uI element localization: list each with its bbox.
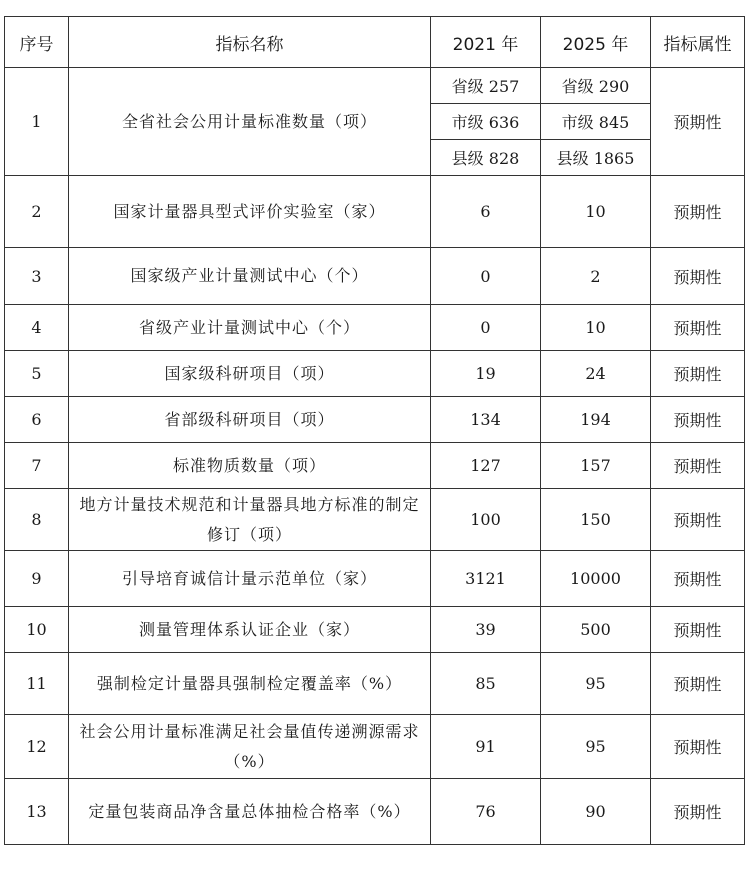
row-2021: 0 (431, 305, 541, 351)
row-name: 强制检定计量器具强制检定覆盖率（%） (69, 653, 431, 715)
row-2021: 100 (431, 489, 541, 551)
row-2025: 10 (541, 305, 651, 351)
row-attr: 预期性 (651, 68, 745, 176)
level-label: 县级 (556, 149, 589, 168)
row-no: 13 (5, 779, 69, 845)
indicator-table (4, 16, 745, 845)
row-attr: 预期性 (651, 607, 745, 653)
sub-cell-2025 (541, 68, 651, 104)
table-row (5, 489, 745, 551)
row-no: 10 (5, 607, 69, 653)
level-value: 828 (488, 149, 520, 168)
table-row (5, 305, 745, 351)
sub-cell-2021 (431, 104, 541, 140)
level-label: 县级 (451, 149, 484, 168)
row-2021: 85 (431, 653, 541, 715)
level-value: 290 (598, 77, 630, 96)
row-name: 省级产业计量测试中心（个） (69, 305, 431, 351)
sub-cell-2021 (431, 140, 541, 176)
table-row (5, 397, 745, 443)
row-name: 国家级科研项目（项） (69, 351, 431, 397)
row-no: 7 (5, 443, 69, 489)
level-label: 省级 (451, 77, 484, 96)
row-2025: 10 (541, 176, 651, 248)
table-row (5, 607, 745, 653)
row-name: 国家级产业计量测试中心（个） (69, 248, 431, 305)
row-2021: 19 (431, 351, 541, 397)
row-2025: 2 (541, 248, 651, 305)
table-row (5, 248, 745, 305)
row-attr: 预期性 (651, 305, 745, 351)
header-2021: 2021 年 (431, 17, 541, 68)
row-attr: 预期性 (651, 397, 745, 443)
row-2025: 90 (541, 779, 651, 845)
table-row (5, 779, 745, 845)
table-row (5, 176, 745, 248)
row-name: 地方计量技术规范和计量器具地方标准的制定修订（项） (69, 489, 431, 551)
row-attr: 预期性 (651, 653, 745, 715)
row-2025: 500 (541, 607, 651, 653)
sub-cell-2025 (541, 140, 651, 176)
row-2021: 91 (431, 715, 541, 779)
table-row (5, 443, 745, 489)
row-2025: 24 (541, 351, 651, 397)
level-label: 市级 (451, 113, 484, 132)
row-name: 测量管理体系认证企业（家） (69, 607, 431, 653)
row-name: 全省社会公用计量标准数量（项） (69, 68, 431, 176)
row-no: 12 (5, 715, 69, 779)
row-2021: 76 (431, 779, 541, 845)
row-attr: 预期性 (651, 715, 745, 779)
row-no: 4 (5, 305, 69, 351)
row-2021: 39 (431, 607, 541, 653)
row-2025: 95 (541, 715, 651, 779)
row-attr: 预期性 (651, 351, 745, 397)
header-row (5, 17, 745, 68)
header-attr: 指标属性 (651, 17, 745, 68)
row-attr: 预期性 (651, 779, 745, 845)
row-no: 5 (5, 351, 69, 397)
row-2025: 150 (541, 489, 651, 551)
row-2021: 0 (431, 248, 541, 305)
header-2025: 2025 年 (541, 17, 651, 68)
row-2025: 95 (541, 653, 651, 715)
row-name: 标准物质数量（项） (69, 443, 431, 489)
table-row (5, 653, 745, 715)
row-2025: 10000 (541, 551, 651, 607)
level-label: 市级 (561, 113, 594, 132)
row-name: 国家计量器具型式评价实验室（家） (69, 176, 431, 248)
row-name: 社会公用计量标准满足社会量值传递溯源需求（%） (69, 715, 431, 779)
row-no: 11 (5, 653, 69, 715)
row-2021: 134 (431, 397, 541, 443)
level-value: 257 (488, 77, 520, 96)
row-no: 1 (5, 68, 69, 176)
row-name: 定量包装商品净含量总体抽检合格率（%） (69, 779, 431, 845)
table-row (5, 351, 745, 397)
row-name: 省部级科研项目（项） (69, 397, 431, 443)
row-no: 8 (5, 489, 69, 551)
table-row (5, 68, 745, 104)
row-2025: 157 (541, 443, 651, 489)
level-value: 845 (598, 113, 630, 132)
row-attr: 预期性 (651, 551, 745, 607)
table-row (5, 551, 745, 607)
row-no: 6 (5, 397, 69, 443)
row-attr: 预期性 (651, 248, 745, 305)
row-attr: 预期性 (651, 489, 745, 551)
header-no: 序号 (5, 17, 69, 68)
level-label: 省级 (561, 77, 594, 96)
row-attr: 预期性 (651, 176, 745, 248)
row-2021: 3121 (431, 551, 541, 607)
row-name: 引导培育诚信计量示范单位（家） (69, 551, 431, 607)
level-value: 1865 (593, 149, 635, 168)
row-attr: 预期性 (651, 443, 745, 489)
row-no: 9 (5, 551, 69, 607)
row-2025: 194 (541, 397, 651, 443)
row-no: 3 (5, 248, 69, 305)
level-value: 636 (488, 113, 520, 132)
sub-cell-2021 (431, 68, 541, 104)
row-2021: 127 (431, 443, 541, 489)
row-2021: 6 (431, 176, 541, 248)
sub-cell-2025 (541, 104, 651, 140)
row-no: 2 (5, 176, 69, 248)
header-name: 指标名称 (69, 17, 431, 68)
table-row (5, 715, 745, 779)
